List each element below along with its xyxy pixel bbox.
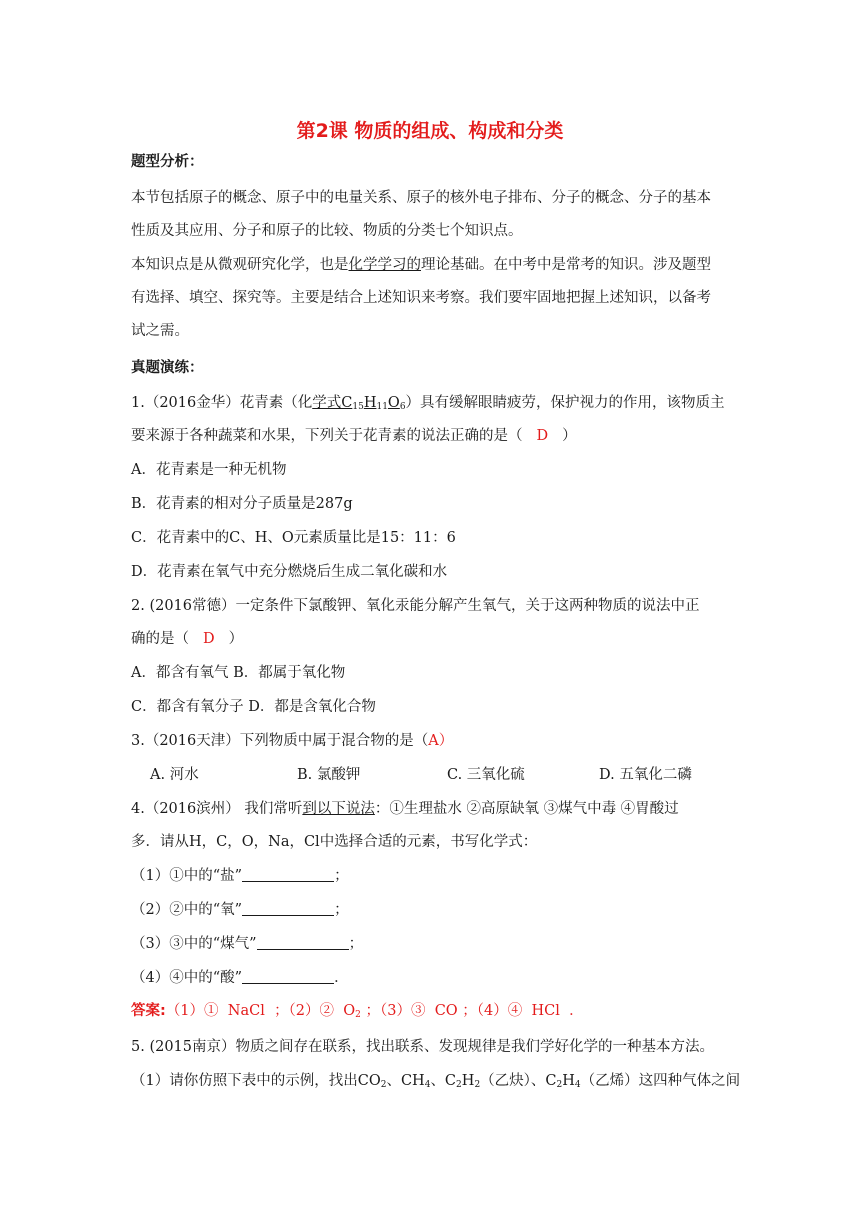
text-segment: ）	[438, 733, 454, 749]
text-segment: （乙炔）、C	[480, 1073, 557, 1089]
answer-value: O	[343, 1003, 356, 1019]
question-1-option-a: A．花青素是一种无机物	[131, 462, 287, 478]
text-segment: 确的是（	[131, 631, 189, 647]
subscript: 4	[424, 1080, 431, 1090]
text-segment: （1）①	[165, 1003, 219, 1019]
text-segment: ．	[334, 970, 349, 986]
question-3-option-c: C. 三氧化硫	[447, 767, 525, 783]
question-1-answer: D	[536, 428, 549, 444]
subscript: 2	[556, 1080, 563, 1090]
text-segment: ；（2）②	[274, 1003, 335, 1019]
subscript: 15	[352, 402, 364, 412]
subscript: 11	[376, 402, 388, 412]
text-segment: H	[461, 1073, 475, 1089]
text-segment: 要来源于各种蔬菜和水果，下列关于花青素的说法正确的是（	[131, 428, 523, 444]
subscript: 2	[380, 1080, 387, 1090]
text-segment: （乙烯）这四种气体之间	[580, 1073, 741, 1089]
text-segment: 学式C	[312, 395, 353, 411]
answer-value: HCl	[531, 1003, 560, 1019]
question-4-answer	[131, 1001, 751, 1025]
text-segment: ）	[228, 631, 244, 647]
text-segment: ：①生理盐水 ②高原缺氧 ③煤气中毒 ④胃酸过	[374, 801, 679, 817]
text-segment: ；	[334, 868, 349, 884]
answer-blank	[242, 868, 334, 882]
answer-label: 答案:	[131, 1003, 166, 1019]
analysis-heading: 题型分析：	[131, 154, 204, 170]
analysis-paragraph-2-line-3: 试之需。	[131, 323, 189, 339]
analysis-paragraph-2-line-1	[131, 255, 751, 275]
text-segment: 1.（2016金华）花青素（化	[131, 395, 313, 411]
text-segment: O	[387, 395, 400, 411]
underlined-text: 到以下说法	[302, 801, 375, 817]
question-4-sub-3	[131, 934, 751, 954]
question-3-line-1	[131, 731, 751, 751]
text-segment: ）	[562, 428, 577, 444]
text-segment: ；（3）③	[365, 1003, 426, 1019]
question-3-option-a: A. 河水	[150, 767, 199, 783]
answer-value: NaCl	[227, 1003, 265, 1019]
underlined-text: 化学学习的	[348, 257, 421, 273]
text-segment: （3）③中的“煤气”	[131, 936, 257, 952]
text-segment: 理论基础。在中考中是常考的知识。涉及题型	[421, 257, 711, 273]
text-segment: （1）①中的“盐”	[131, 868, 243, 884]
subscript: 6	[399, 402, 406, 412]
analysis-paragraph-1-line-1: 本节包括原子的概念、原子中的电量关系、原子的核外电子排布、分子的概念、分子的基本	[131, 190, 711, 206]
text-segment: ；（4）④	[462, 1003, 523, 1019]
question-5-line-2	[131, 1071, 751, 1095]
text-segment: 、C	[430, 1073, 457, 1089]
text-segment: ；	[348, 936, 364, 952]
answer-blank	[242, 970, 334, 984]
question-1-line-2	[131, 426, 751, 446]
text-segment: ）具有缓解眼睛疲劳，保护视力的作用，该物质主	[405, 395, 725, 411]
question-2-answer: D	[203, 631, 215, 647]
question-2-line-2	[131, 629, 751, 649]
text-segment: ；	[334, 902, 349, 918]
text-segment: （4）④中的“酸”	[131, 970, 243, 986]
subscript: 4	[574, 1080, 581, 1090]
question-4-line-2: 多．请从H，C，O，Na，Cl中选择合适的元素，书写化学式：	[131, 834, 538, 850]
question-3-answer: A	[428, 733, 439, 749]
text-segment: 4.（2016滨州） 我们常听	[131, 801, 303, 817]
formula-underlined	[312, 395, 405, 411]
question-1-option-b: B．花青素的相对分子质量是287g	[131, 496, 353, 512]
question-4-sub-2	[131, 900, 751, 920]
subscript: 2	[456, 1080, 462, 1090]
question-3-option-d: D. 五氧化二磷	[599, 767, 692, 783]
question-5-line-1: 5. (2015南京）物质之间存在联系，找出联系、发现规律是我们学好化学的一种基本方法。	[131, 1039, 714, 1055]
analysis-paragraph-1-line-2: 性质及其应用、分子和原子的比较、物质的分类七个知识点。	[131, 223, 523, 239]
subscript: 2	[474, 1080, 481, 1090]
question-4-line-1	[131, 799, 751, 819]
question-2-line-1: 2. (2016常德）一定条件下氯酸钾、氧化汞能分解产生氧气，关于这两种物质的说法中正	[131, 598, 700, 614]
lesson-title: 第2课 物质的组成、构成和分类	[296, 120, 564, 142]
text-segment: ．	[569, 1003, 584, 1019]
question-2-options-ab: A．都含有氧气 B．都属于氧化物	[131, 665, 346, 681]
question-4-sub-1	[131, 866, 751, 886]
text-segment: 本知识点是从微观研究化学，也是	[131, 257, 349, 273]
question-3-option-b: B. 氯酸钾	[297, 767, 361, 783]
question-1-option-c: C．花青素中的C、H、O元素质量比是15：11：6	[131, 530, 456, 546]
answer-blank	[257, 936, 349, 950]
text-segment: （1）请你仿照下表中的示例，找出CO	[131, 1073, 381, 1089]
text-segment: H	[562, 1073, 575, 1089]
question-4-sub-4	[131, 968, 751, 988]
text-segment: 3.（2016天津）下列物质中属于混合物的是（	[131, 733, 429, 749]
question-1-line-1	[131, 393, 751, 417]
answer-value: CO	[434, 1003, 458, 1019]
question-1-option-d: D．花青素在氧气中充分燃烧后生成二氧化碳和水	[131, 564, 448, 580]
text-segment: 、CH	[386, 1073, 425, 1089]
analysis-paragraph-2-line-2: 有选择、填空、探究等。主要是结合上述知识来考察。我们要牢固地把握上述知识，以备考	[131, 290, 711, 306]
question-2-options-cd: C．都含有氧分子 D．都是含氧化合物	[131, 699, 376, 715]
practice-heading: 真题演练：	[131, 360, 204, 376]
answer-blank	[242, 902, 334, 916]
subscript: 2	[355, 1010, 361, 1020]
text-segment: H	[363, 395, 377, 411]
text-segment: （2）②中的“氧”	[131, 902, 243, 918]
